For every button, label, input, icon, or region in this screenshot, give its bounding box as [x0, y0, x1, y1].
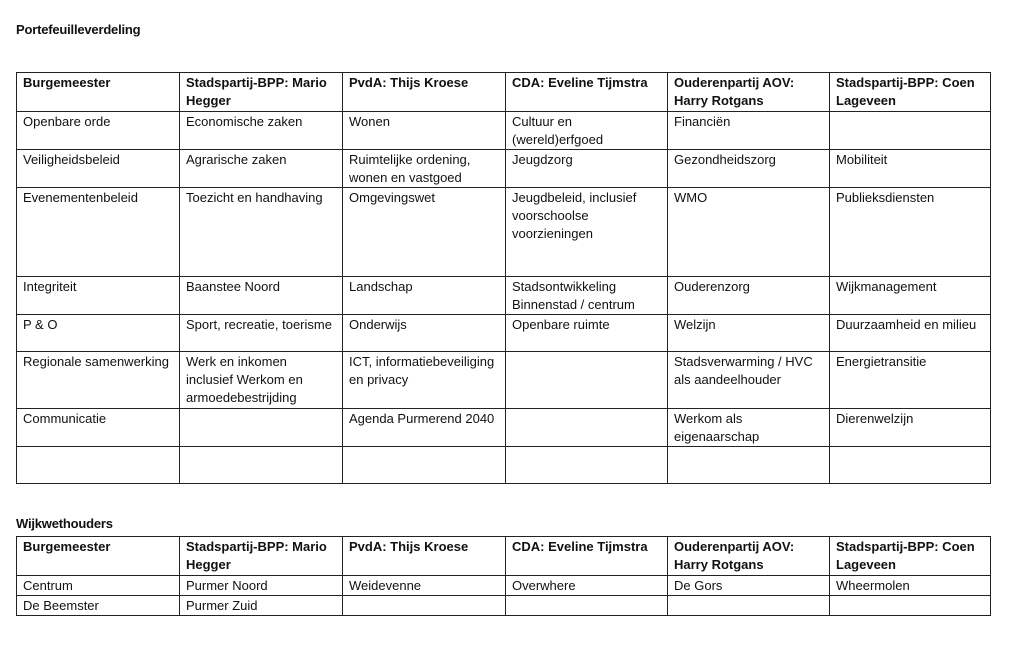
table-row	[17, 277, 991, 315]
portefeuilleverdeling-heading: Portefeuilleverdeling	[16, 22, 141, 37]
header-cell: Ouderenpartij AOV: Harry Rotgans	[668, 73, 830, 112]
table-cell: Jeugdbeleid, inclusief voorschoolse voorzieningen	[506, 188, 668, 277]
table-cell: Evenementenbeleid	[17, 188, 180, 277]
table-cell: P & O	[17, 315, 180, 352]
table-cell	[506, 352, 668, 409]
table-cell: Jeugdzorg	[506, 150, 668, 188]
table-cell: Stadsontwikkeling Binnenstad / centrum	[506, 277, 668, 315]
table-cell: Wheermolen	[830, 576, 991, 596]
table-cell: De Gors	[668, 576, 830, 596]
table-cell	[830, 447, 991, 484]
wijkwethouders-heading: Wijkwethouders	[16, 516, 113, 531]
header-cell: CDA: Eveline Tijmstra	[506, 537, 668, 576]
header-cell: Stadspartij-BPP: Coen Lageveen	[830, 73, 991, 112]
table-cell: Werkom als eigenaarschap	[668, 409, 830, 447]
table-cell	[180, 447, 343, 484]
table-cell	[506, 596, 668, 616]
table-cell	[668, 596, 830, 616]
header-cell: Ouderenpartij AOV: Harry Rotgans	[668, 537, 830, 576]
table-cell: Duurzaamheid en milieu	[830, 315, 991, 352]
table-row	[17, 188, 991, 277]
table-cell	[180, 409, 343, 447]
table-cell: Agenda Purmerend 2040	[343, 409, 506, 447]
table-cell: Mobiliteit	[830, 150, 991, 188]
table-row	[17, 409, 991, 447]
table-cell	[17, 447, 180, 484]
table-cell	[830, 596, 991, 616]
table-cell: Welzijn	[668, 315, 830, 352]
table-cell: Communicatie	[17, 409, 180, 447]
table-header-row	[17, 537, 991, 576]
table-cell	[506, 447, 668, 484]
table-cell: Overwhere	[506, 576, 668, 596]
table-cell: Werk en inkomen inclusief Werkom en armoedebestrijding	[180, 352, 343, 409]
table-cell: Centrum	[17, 576, 180, 596]
table-cell: Gezondheidszorg	[668, 150, 830, 188]
table-header-row	[17, 73, 991, 112]
table-cell: Purmer Noord	[180, 576, 343, 596]
table-cell: Regionale samenwerking	[17, 352, 180, 409]
table-row	[17, 112, 991, 150]
header-cell: PvdA: Thijs Kroese	[343, 73, 506, 112]
table-cell	[668, 447, 830, 484]
header-cell: PvdA: Thijs Kroese	[343, 537, 506, 576]
table-cell: Toezicht en handhaving	[180, 188, 343, 277]
header-cell: Burgemeester	[17, 537, 180, 576]
table-cell	[830, 112, 991, 150]
table-row	[17, 352, 991, 409]
table-cell: Stadsverwarming / HVC als aandeelhouder	[668, 352, 830, 409]
table-cell: Baanstee Noord	[180, 277, 343, 315]
table-row	[17, 576, 991, 596]
table-cell: Ouderenzorg	[668, 277, 830, 315]
table-cell	[343, 596, 506, 616]
header-cell: Stadspartij-BPP: Mario Hegger	[180, 73, 343, 112]
table-cell: Energietransitie	[830, 352, 991, 409]
table-cell: Landschap	[343, 277, 506, 315]
table-cell: Economische zaken	[180, 112, 343, 150]
table-cell: ICT, informatiebeveiliging en privacy	[343, 352, 506, 409]
table-cell	[506, 409, 668, 447]
table-row	[17, 596, 991, 616]
wijkwethouders-table	[16, 536, 991, 616]
table-cell: Publieksdiensten	[830, 188, 991, 277]
table-cell: Onderwijs	[343, 315, 506, 352]
header-cell: CDA: Eveline Tijmstra	[506, 73, 668, 112]
table-cell: Cultuur en (wereld)erfgoed	[506, 112, 668, 150]
table-cell: Integriteit	[17, 277, 180, 315]
table-cell: Purmer Zuid	[180, 596, 343, 616]
table-cell: Financiën	[668, 112, 830, 150]
table-cell: Omgevingswet	[343, 188, 506, 277]
table-cell: Veiligheidsbeleid	[17, 150, 180, 188]
table-cell: Sport, recreatie, toerisme	[180, 315, 343, 352]
table-row	[17, 150, 991, 188]
table-cell: Wijkmanagement	[830, 277, 991, 315]
header-cell: Stadspartij-BPP: Coen Lageveen	[830, 537, 991, 576]
table-cell: Ruimtelijke ordening, wonen en vastgoed	[343, 150, 506, 188]
portefeuille-table	[16, 72, 991, 484]
header-cell: Stadspartij-BPP: Mario Hegger	[180, 537, 343, 576]
table-cell: Openbare ruimte	[506, 315, 668, 352]
table-cell: Openbare orde	[17, 112, 180, 150]
table-cell: Agrarische zaken	[180, 150, 343, 188]
table-row	[17, 447, 991, 484]
table-cell: Weidevenne	[343, 576, 506, 596]
table-row	[17, 315, 991, 352]
table-cell	[343, 447, 506, 484]
header-cell: Burgemeester	[17, 73, 180, 112]
table-cell: De Beemster	[17, 596, 180, 616]
table-cell: Wonen	[343, 112, 506, 150]
table-cell: WMO	[668, 188, 830, 277]
table-cell: Dierenwelzijn	[830, 409, 991, 447]
